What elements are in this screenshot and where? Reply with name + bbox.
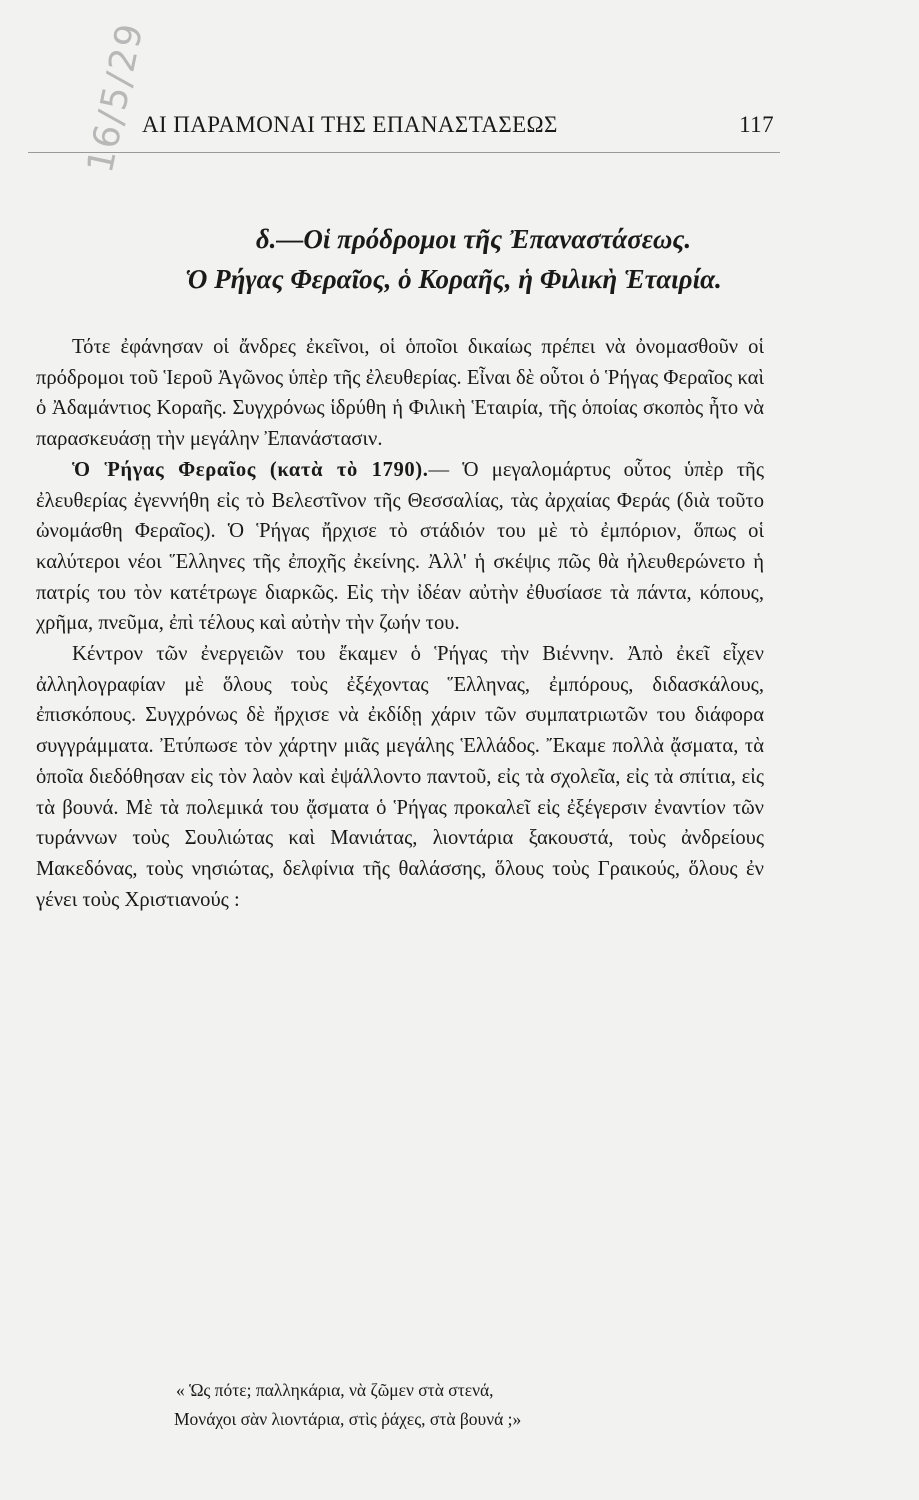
verse-line-1: « Ὡς πότε; παλληκάρια, νὰ ζῶμεν στὰ στενά,: [176, 1380, 494, 1400]
verse-line-2: Μονάχοι σὰν λιοντάρια, στὶς ῥάχες, στὰ βουνά ;»: [174, 1409, 522, 1429]
verse-quote: [170, 1376, 770, 1434]
paragraph-3: Κέντρον τῶν ἐνεργειῶν του ἔκαμεν ὁ Ῥήγας τὴν Βιέννην. Ἀπὸ ἐκεῖ εἶχεν ἀλληλογραφίαν μὲ ὅλους τοὺς ἐξέχοντας Ἕλληνας, ἐμπόρους, διδασκάλους, ἐπισκόπους. Συγχρόνως δὲ ἤρχισε νὰ ἐκδίδῃ χάριν τῶν συμπατριωτῶν του διάφορα συγγράμματα. Ἐτύπωσε τὸν χάρτην μιᾶς μεγάλης Ἑλλάδος. Ἔκαμε πολλὰ ᾄσματα, τὰ ὁποῖα διεδόθησαν εἰς τὸν λαὸν καὶ ἐψάλλοντο παντοῦ, εἰς τὰ σχολεῖα, εἰς τὰ σπίτια, εἰς τὰ βουνά. Μὲ τὰ πολεμικά του ᾄσματα ὁ Ῥήγας προκαλεῖ εἰς ἐξέγερσιν ἐναντίον τῶν τυράννων τοὺς Σουλιώτας καὶ Μανιάτας, λιοντάρια ξακουστά, τοὺς ἀνδρείους Μακεδόνας, τοὺς νησιώτας, δελφίνια τῆς θαλάσσης, ὅλους τοὺς Γραικούς, ὅλους ἐν γένει τοὺς Χριστιανούς :: [36, 643, 764, 911]
header-rule: [28, 152, 780, 153]
section-heading-line-2: Ὁ Ρήγας Φεραῖος, ὁ Κοραῆς, ἡ Φιλικὴ Ἑταιρία.: [185, 264, 722, 294]
paragraph-2: [36, 455, 764, 639]
body-text: [36, 332, 764, 915]
paragraph-2-text: — Ὁ μεγαλομάρτυς οὗτος ὑπὲρ τῆς ἐλευθερίας ἐγεννήθη εἰς τὸ Βελεστῖνον τῆς Θεσσαλίας, τὰς ἀρχαίας Φεράς (διὰ τοῦτο ὠνομάσθη Φεραῖος). Ὁ Ῥήγας ἤρχισε τὸ στάδιόν του μὲ τὸ ἐμπόριον, ὅπως οἱ καλύτεροι νέοι Ἕλληνες τῆς ἐποχῆς ἐκείνης. Ἀλλ' ἡ σκέψις πῶς θὰ ἠλευθερώνετο ἡ πατρίς του τὸν κατέτρωγε διαρκῶς. Εἰς τὴν ἰδέαν αὐτὴν ἐθυσίασε τὰ πάντα, κόπους, χρῆμα, πνεῦμα, ἐπὶ τέλους καὶ αὐτὴν τὴν ζωήν του.: [36, 458, 764, 635]
paragraph-2-run-in-heading: Ὁ Ῥήγας Φεραῖος (κατὰ τὸ 1790).: [72, 458, 429, 481]
running-header: [142, 112, 774, 148]
page-number: 117: [739, 112, 774, 137]
section-heading-line-1: δ.—Οἱ πρόδρομοι τῆς Ἐπαναστάσεως.: [255, 224, 692, 254]
running-title: ΑΙ ΠΑΡΑΜΟΝΑΙ ΤΗΣ ΕΠΑΝΑΣΤΑΣΕΩΣ: [142, 112, 558, 137]
paragraph-1: Τότε ἐφάνησαν οἱ ἄνδρες ἐκεῖνοι, οἱ ὁποῖοι δικαίως πρέπει νὰ ὀνομασθοῦν οἱ πρόδρομοι τοῦ Ἱεροῦ Ἀγῶνος ὑπὲρ τῆς ἐλευθερίας. Εἶναι δὲ οὗτοι ὁ Ῥήγας Φεραῖος καὶ ὁ Ἀδαμάντιος Κοραῆς. Συγχρόνως ἱδρύθη ἡ Φιλικὴ Ἑταιρία, τῆς ὁποίας σκοπὸς ἦτο νὰ παρασκευάσῃ τὴν μεγάλην Ἐπανάστασιν.: [36, 336, 764, 451]
handwritten-margin-note: 16/5/29: [80, 18, 152, 177]
